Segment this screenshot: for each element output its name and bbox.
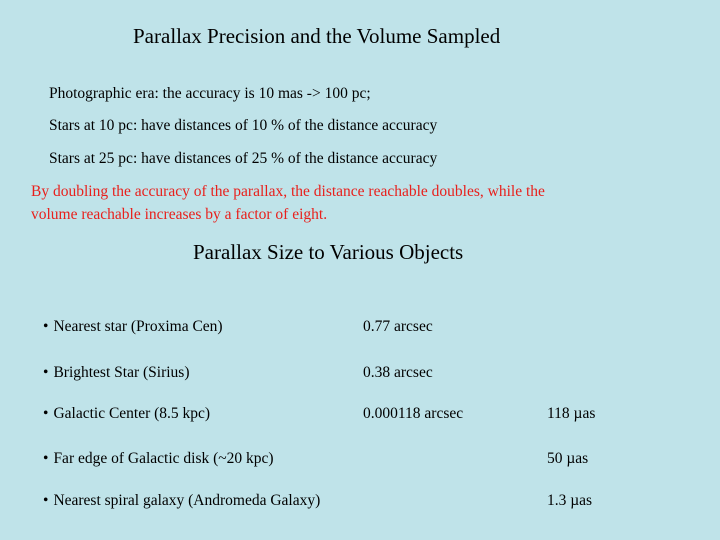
object-label: Galactic Center (8.5 kpc)	[53, 405, 211, 422]
parallax-microarcsec: 50 µas	[547, 450, 589, 467]
table-row	[0, 318, 720, 348]
accuracy-note-line-2: volume reachable increases by a factor of eight.	[31, 206, 328, 223]
object-name	[43, 492, 320, 510]
parallax-arcsec: 0.38 arcsec	[363, 364, 433, 381]
parallax-arcsec: 0.77 arcsec	[363, 318, 433, 335]
table-row	[0, 450, 720, 480]
bullet: •	[43, 364, 49, 381]
section-subtitle: Parallax Size to Various Objects	[193, 240, 464, 264]
object-label: Brightest Star (Sirius)	[53, 364, 190, 381]
accuracy-note	[31, 180, 671, 226]
object-label: Far edge of Galactic disk (~20 kpc)	[53, 450, 274, 467]
bullet: •	[43, 318, 49, 335]
table-row	[0, 492, 720, 522]
bullet: •	[43, 450, 49, 467]
accuracy-note-line-1: By doubling the accuracy of the parallax, the distance reachable doubles, while the	[31, 183, 545, 200]
object-name	[43, 318, 223, 336]
photographic-era-line: Photographic era: the accuracy is 10 mas -> 100 pc;	[49, 85, 371, 102]
slide-title: Parallax Precision and the Volume Sampled	[133, 24, 501, 48]
object-label: Nearest spiral galaxy (Andromeda Galaxy)	[53, 492, 321, 509]
stars-10pc-line: Stars at 10 pc: have distances of 10 % of the distance accuracy	[49, 117, 438, 134]
object-name	[43, 450, 274, 468]
table-row	[0, 364, 720, 394]
object-label: Nearest star (Proxima Cen)	[53, 318, 223, 335]
bullet: •	[43, 492, 49, 509]
bullet: •	[43, 405, 49, 422]
stars-25pc-line: Stars at 25 pc: have distances of 25 % of the distance accuracy	[49, 150, 438, 167]
table-row	[0, 405, 720, 435]
object-name	[43, 364, 190, 382]
parallax-microarcsec: 118 µas	[547, 405, 596, 422]
object-name	[43, 405, 210, 423]
parallax-microarcsec: 1.3 µas	[547, 492, 593, 509]
parallax-arcsec: 0.000118 arcsec	[363, 405, 464, 422]
